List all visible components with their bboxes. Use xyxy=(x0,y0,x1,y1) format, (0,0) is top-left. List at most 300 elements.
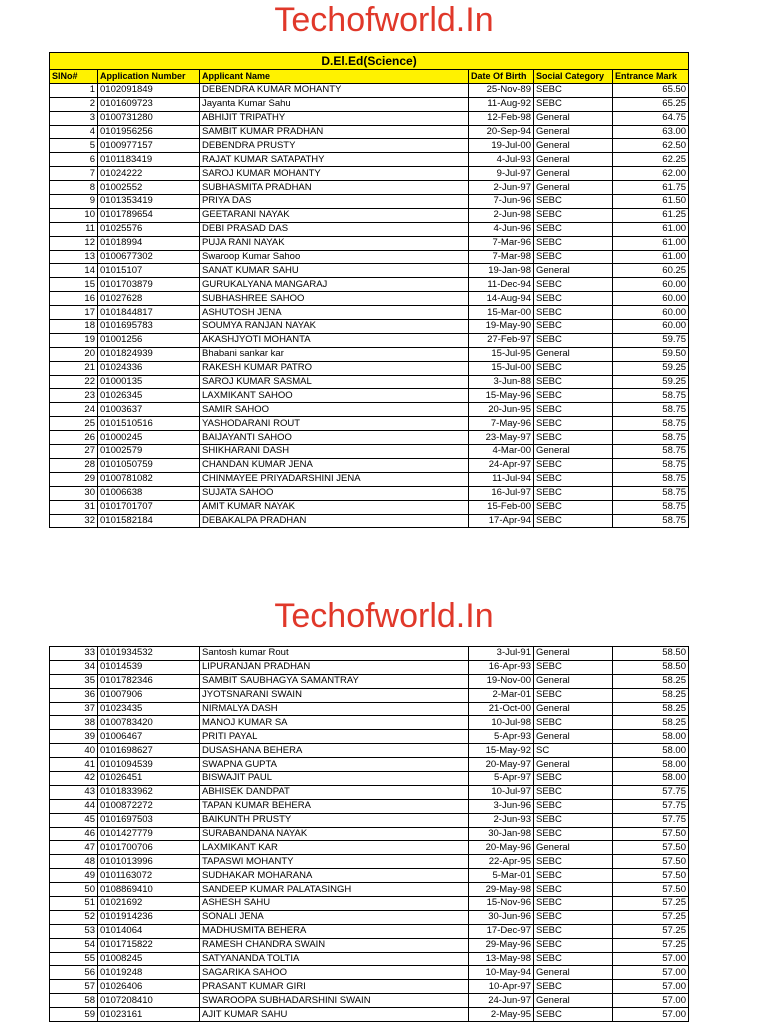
cell-applicant-name: LAXMIKANT SAHOO xyxy=(200,389,469,403)
table-row xyxy=(50,361,689,375)
column-header-date-of-birth: Date Of Birth xyxy=(469,70,534,84)
cell-social-category: SEBC xyxy=(534,403,613,417)
table-row xyxy=(50,966,689,980)
table-row xyxy=(50,994,689,1008)
cell-slno: 45 xyxy=(50,813,98,827)
cell-applicant-name: SHIKHARANI DASH xyxy=(200,445,469,459)
cell-slno: 16 xyxy=(50,292,98,306)
cell-applicant-name: ASHUTOSH JENA xyxy=(200,306,469,320)
cell-applicant-name: Santosh kumar Rout xyxy=(200,647,469,661)
table-row xyxy=(50,688,689,702)
cell-entrance-mark: 57.75 xyxy=(613,785,689,799)
cell-social-category: SEBC xyxy=(534,417,613,431)
cell-application-number: 01007906 xyxy=(98,688,200,702)
cell-entrance-mark: 62.50 xyxy=(613,139,689,153)
cell-applicant-name: BISWAJIT PAUL xyxy=(200,772,469,786)
table-row xyxy=(50,83,689,97)
cell-application-number: 01024222 xyxy=(98,167,200,181)
cell-social-category: SEBC xyxy=(534,292,613,306)
cell-date-of-birth: 15-Nov-96 xyxy=(469,897,534,911)
cell-applicant-name: ABHISEK DANDPAT xyxy=(200,785,469,799)
cell-date-of-birth: 10-Apr-97 xyxy=(469,980,534,994)
cell-applicant-name: SAMIR SAHOO xyxy=(200,403,469,417)
cell-date-of-birth: 7-Jun-96 xyxy=(469,195,534,209)
cell-date-of-birth: 17-Dec-97 xyxy=(469,924,534,938)
cell-slno: 32 xyxy=(50,514,98,528)
cell-applicant-name: GURUKALYANA MANGARAJ xyxy=(200,278,469,292)
cell-applicant-name: SATYANANDA TOLTIA xyxy=(200,952,469,966)
cell-application-number: 01008245 xyxy=(98,952,200,966)
cell-entrance-mark: 58.50 xyxy=(613,660,689,674)
cell-applicant-name: SUDHAKAR MOHARANA xyxy=(200,869,469,883)
cell-date-of-birth: 2-Jun-98 xyxy=(469,208,534,222)
cell-applicant-name: Bhabani sankar kar xyxy=(200,347,469,361)
cell-applicant-name: DEBAKALPA PRADHAN xyxy=(200,514,469,528)
cell-social-category: General xyxy=(534,841,613,855)
cell-slno: 19 xyxy=(50,333,98,347)
cell-date-of-birth: 7-Mar-96 xyxy=(469,236,534,250)
cell-application-number: 01027628 xyxy=(98,292,200,306)
cell-applicant-name: LAXMIKANT KAR xyxy=(200,841,469,855)
cell-date-of-birth: 12-Feb-98 xyxy=(469,111,534,125)
cell-applicant-name: SURABANDANA NAYAK xyxy=(200,827,469,841)
cell-date-of-birth: 19-Jan-98 xyxy=(469,264,534,278)
cell-applicant-name: TAPAN KUMAR BEHERA xyxy=(200,799,469,813)
table-row xyxy=(50,250,689,264)
cell-slno: 37 xyxy=(50,702,98,716)
table-row xyxy=(50,264,689,278)
cell-slno: 30 xyxy=(50,486,98,500)
cell-slno: 11 xyxy=(50,222,98,236)
table-row xyxy=(50,785,689,799)
cell-slno: 47 xyxy=(50,841,98,855)
cell-applicant-name: SAMBIT SAUBHAGYA SAMANTRAY xyxy=(200,674,469,688)
cell-date-of-birth: 5-Mar-01 xyxy=(469,869,534,883)
cell-social-category: SEBC xyxy=(534,897,613,911)
cell-date-of-birth: 20-May-96 xyxy=(469,841,534,855)
cell-application-number: 01002579 xyxy=(98,445,200,459)
merit-list-table-page-2 xyxy=(49,646,689,1022)
table-row xyxy=(50,306,689,320)
table-row xyxy=(50,716,689,730)
cell-social-category: SEBC xyxy=(534,952,613,966)
cell-applicant-name: SANAT KUMAR SAHU xyxy=(200,264,469,278)
cell-social-category: SEBC xyxy=(534,716,613,730)
table-row xyxy=(50,472,689,486)
column-header-application-number: Application Number xyxy=(98,70,200,84)
cell-entrance-mark: 57.50 xyxy=(613,869,689,883)
cell-entrance-mark: 61.00 xyxy=(613,250,689,264)
cell-slno: 22 xyxy=(50,375,98,389)
cell-date-of-birth: 15-Feb-00 xyxy=(469,500,534,514)
cell-social-category: General xyxy=(534,139,613,153)
cell-date-of-birth: 3-Jul-91 xyxy=(469,647,534,661)
cell-date-of-birth: 2-Jun-97 xyxy=(469,181,534,195)
cell-slno: 36 xyxy=(50,688,98,702)
cell-social-category: SEBC xyxy=(534,472,613,486)
cell-social-category: General xyxy=(534,674,613,688)
table-row xyxy=(50,841,689,855)
cell-date-of-birth: 15-May-92 xyxy=(469,744,534,758)
cell-social-category: SEBC xyxy=(534,514,613,528)
cell-slno: 51 xyxy=(50,897,98,911)
cell-slno: 17 xyxy=(50,306,98,320)
cell-entrance-mark: 61.75 xyxy=(613,181,689,195)
table-row xyxy=(50,458,689,472)
cell-application-number: 0100977157 xyxy=(98,139,200,153)
cell-applicant-name: SWAROOPA SUBHADARSHINI SWAIN xyxy=(200,994,469,1008)
cell-application-number: 01025576 xyxy=(98,222,200,236)
cell-social-category: General xyxy=(534,181,613,195)
cell-social-category: General xyxy=(534,994,613,1008)
table-row xyxy=(50,445,689,459)
cell-social-category: SEBC xyxy=(534,772,613,786)
cell-application-number: 0101934532 xyxy=(98,647,200,661)
column-header-entrance-mark: Entrance Mark xyxy=(613,70,689,84)
cell-date-of-birth: 9-Jul-97 xyxy=(469,167,534,181)
cell-entrance-mark: 57.75 xyxy=(613,813,689,827)
cell-date-of-birth: 3-Jun-96 xyxy=(469,799,534,813)
cell-slno: 35 xyxy=(50,674,98,688)
cell-application-number: 01000135 xyxy=(98,375,200,389)
cell-entrance-mark: 58.00 xyxy=(613,730,689,744)
cell-date-of-birth: 2-Mar-01 xyxy=(469,688,534,702)
cell-application-number: 01003637 xyxy=(98,403,200,417)
cell-slno: 43 xyxy=(50,785,98,799)
table-row xyxy=(50,924,689,938)
table-row xyxy=(50,952,689,966)
cell-applicant-name: YASHODARANI ROUT xyxy=(200,417,469,431)
cell-date-of-birth: 5-Apr-93 xyxy=(469,730,534,744)
cell-applicant-name: RAJAT KUMAR SATAPATHY xyxy=(200,153,469,167)
cell-application-number: 0101353419 xyxy=(98,195,200,209)
cell-slno: 15 xyxy=(50,278,98,292)
cell-application-number: 0101427779 xyxy=(98,827,200,841)
cell-social-category: General xyxy=(534,647,613,661)
cell-entrance-mark: 61.00 xyxy=(613,236,689,250)
cell-date-of-birth: 2-May-95 xyxy=(469,1008,534,1022)
cell-date-of-birth: 15-May-96 xyxy=(469,389,534,403)
cell-slno: 44 xyxy=(50,799,98,813)
cell-date-of-birth: 30-Jan-98 xyxy=(469,827,534,841)
cell-entrance-mark: 58.00 xyxy=(613,758,689,772)
cell-applicant-name: JYOTSNARANI SWAIN xyxy=(200,688,469,702)
cell-application-number: 01014064 xyxy=(98,924,200,938)
cell-application-number: 01024336 xyxy=(98,361,200,375)
column-header-applicant-name: Applicant Name xyxy=(200,70,469,84)
cell-slno: 9 xyxy=(50,195,98,209)
cell-application-number: 0101700706 xyxy=(98,841,200,855)
cell-date-of-birth: 15-Jul-95 xyxy=(469,347,534,361)
table-row xyxy=(50,486,689,500)
cell-application-number: 01000245 xyxy=(98,431,200,445)
cell-entrance-mark: 58.00 xyxy=(613,772,689,786)
table-row xyxy=(50,730,689,744)
cell-application-number: 01015107 xyxy=(98,264,200,278)
cell-social-category: SEBC xyxy=(534,431,613,445)
cell-entrance-mark: 59.25 xyxy=(613,361,689,375)
cell-application-number: 0101698627 xyxy=(98,744,200,758)
cell-social-category: SEBC xyxy=(534,306,613,320)
cell-social-category: SEBC xyxy=(534,855,613,869)
cell-social-category: SEBC xyxy=(534,250,613,264)
cell-applicant-name: AJIT KUMAR SAHU xyxy=(200,1008,469,1022)
cell-date-of-birth: 4-Jul-93 xyxy=(469,153,534,167)
cell-application-number: 0101956256 xyxy=(98,125,200,139)
cell-date-of-birth: 27-Feb-97 xyxy=(469,333,534,347)
cell-slno: 3 xyxy=(50,111,98,125)
cell-entrance-mark: 57.25 xyxy=(613,910,689,924)
table-row xyxy=(50,500,689,514)
cell-social-category: SEBC xyxy=(534,799,613,813)
cell-date-of-birth: 4-Mar-00 xyxy=(469,445,534,459)
cell-entrance-mark: 57.25 xyxy=(613,897,689,911)
table-row xyxy=(50,744,689,758)
site-title-top: Techofworld.In xyxy=(274,1,494,39)
cell-entrance-mark: 59.50 xyxy=(613,347,689,361)
cell-date-of-birth: 11-Aug-92 xyxy=(469,97,534,111)
cell-applicant-name: SAMBIT KUMAR PRADHAN xyxy=(200,125,469,139)
cell-entrance-mark: 65.25 xyxy=(613,97,689,111)
table-row xyxy=(50,980,689,994)
cell-date-of-birth: 15-Jul-00 xyxy=(469,361,534,375)
cell-applicant-name: PRITI PAYAL xyxy=(200,730,469,744)
table-row xyxy=(50,125,689,139)
cell-social-category: General xyxy=(534,167,613,181)
cell-entrance-mark: 57.75 xyxy=(613,799,689,813)
cell-slno: 6 xyxy=(50,153,98,167)
cell-date-of-birth: 19-Jul-00 xyxy=(469,139,534,153)
cell-entrance-mark: 57.00 xyxy=(613,1008,689,1022)
cell-date-of-birth: 10-Jul-98 xyxy=(469,716,534,730)
cell-slno: 59 xyxy=(50,1008,98,1022)
cell-entrance-mark: 57.00 xyxy=(613,980,689,994)
cell-slno: 52 xyxy=(50,910,98,924)
cell-application-number: 0100677302 xyxy=(98,250,200,264)
cell-social-category: SEBC xyxy=(534,458,613,472)
cell-social-category: SEBC xyxy=(534,97,613,111)
cell-applicant-name: BAIJAYANTI SAHOO xyxy=(200,431,469,445)
cell-social-category: SEBC xyxy=(534,1008,613,1022)
cell-social-category: SEBC xyxy=(534,389,613,403)
cell-date-of-birth: 22-Apr-95 xyxy=(469,855,534,869)
table-row xyxy=(50,389,689,403)
cell-social-category: General xyxy=(534,702,613,716)
cell-application-number: 0101844817 xyxy=(98,306,200,320)
cell-entrance-mark: 59.75 xyxy=(613,333,689,347)
cell-social-category: SEBC xyxy=(534,361,613,375)
cell-application-number: 0101609723 xyxy=(98,97,200,111)
cell-date-of-birth: 15-Mar-00 xyxy=(469,306,534,320)
cell-slno: 40 xyxy=(50,744,98,758)
cell-entrance-mark: 57.50 xyxy=(613,855,689,869)
cell-social-category: SEBC xyxy=(534,827,613,841)
cell-applicant-name: RAMESH CHANDRA SWAIN xyxy=(200,938,469,952)
table-row xyxy=(50,236,689,250)
cell-application-number: 01026406 xyxy=(98,980,200,994)
cell-slno: 56 xyxy=(50,966,98,980)
table-row xyxy=(50,195,689,209)
cell-social-category: General xyxy=(534,758,613,772)
cell-application-number: 01002552 xyxy=(98,181,200,195)
cell-entrance-mark: 59.25 xyxy=(613,375,689,389)
cell-entrance-mark: 65.50 xyxy=(613,83,689,97)
table-row xyxy=(50,883,689,897)
cell-date-of-birth: 25-Nov-89 xyxy=(469,83,534,97)
cell-application-number: 01026451 xyxy=(98,772,200,786)
cell-application-number: 01019248 xyxy=(98,966,200,980)
table-row xyxy=(50,417,689,431)
table-row xyxy=(50,292,689,306)
cell-slno: 42 xyxy=(50,772,98,786)
table-row xyxy=(50,647,689,661)
cell-social-category: SEBC xyxy=(534,278,613,292)
cell-date-of-birth: 16-Apr-93 xyxy=(469,660,534,674)
table-row xyxy=(50,403,689,417)
table-row xyxy=(50,153,689,167)
cell-social-category: SEBC xyxy=(534,208,613,222)
cell-date-of-birth: 16-Jul-97 xyxy=(469,486,534,500)
cell-social-category: SEBC xyxy=(534,486,613,500)
cell-applicant-name: SWAPNA GUPTA xyxy=(200,758,469,772)
cell-social-category: SEBC xyxy=(534,222,613,236)
cell-entrance-mark: 58.75 xyxy=(613,445,689,459)
cell-entrance-mark: 58.75 xyxy=(613,431,689,445)
cell-slno: 48 xyxy=(50,855,98,869)
cell-date-of-birth: 10-Jul-97 xyxy=(469,785,534,799)
cell-application-number: 0100781082 xyxy=(98,472,200,486)
cell-slno: 20 xyxy=(50,347,98,361)
cell-application-number: 0101510516 xyxy=(98,417,200,431)
cell-entrance-mark: 57.50 xyxy=(613,841,689,855)
cell-applicant-name: MADHUSMITA BEHERA xyxy=(200,924,469,938)
cell-slno: 14 xyxy=(50,264,98,278)
cell-date-of-birth: 24-Jun-97 xyxy=(469,994,534,1008)
cell-slno: 53 xyxy=(50,924,98,938)
cell-entrance-mark: 57.25 xyxy=(613,938,689,952)
cell-slno: 58 xyxy=(50,994,98,1008)
table-row xyxy=(50,208,689,222)
cell-application-number: 0107208410 xyxy=(98,994,200,1008)
cell-date-of-birth: 2-Jun-93 xyxy=(469,813,534,827)
cell-entrance-mark: 57.00 xyxy=(613,966,689,980)
cell-application-number: 01006467 xyxy=(98,730,200,744)
cell-slno: 24 xyxy=(50,403,98,417)
cell-applicant-name: SUBHASMITA PRADHAN xyxy=(200,181,469,195)
cell-entrance-mark: 58.75 xyxy=(613,486,689,500)
cell-applicant-name: PRIYA DAS xyxy=(200,195,469,209)
cell-slno: 34 xyxy=(50,660,98,674)
table-row xyxy=(50,660,689,674)
table-row xyxy=(50,139,689,153)
table-row xyxy=(50,910,689,924)
cell-applicant-name: DEBI PRASAD DAS xyxy=(200,222,469,236)
cell-entrance-mark: 58.25 xyxy=(613,688,689,702)
cell-date-of-birth: 3-Jun-88 xyxy=(469,375,534,389)
cell-slno: 49 xyxy=(50,869,98,883)
cell-slno: 18 xyxy=(50,320,98,334)
cell-entrance-mark: 57.25 xyxy=(613,924,689,938)
cell-application-number: 0101582184 xyxy=(98,514,200,528)
cell-social-category: SEBC xyxy=(534,83,613,97)
cell-slno: 28 xyxy=(50,458,98,472)
cell-date-of-birth: 30-Jun-96 xyxy=(469,910,534,924)
cell-entrance-mark: 64.75 xyxy=(613,111,689,125)
cell-slno: 41 xyxy=(50,758,98,772)
cell-slno: 7 xyxy=(50,167,98,181)
cell-application-number: 0101701707 xyxy=(98,500,200,514)
cell-slno: 23 xyxy=(50,389,98,403)
cell-applicant-name: ASHESH SAHU xyxy=(200,897,469,911)
cell-date-of-birth: 11-Dec-94 xyxy=(469,278,534,292)
cell-date-of-birth: 29-May-96 xyxy=(469,938,534,952)
cell-application-number: 0101050759 xyxy=(98,458,200,472)
table-row xyxy=(50,375,689,389)
cell-social-category: SEBC xyxy=(534,333,613,347)
table-row xyxy=(50,799,689,813)
cell-slno: 4 xyxy=(50,125,98,139)
cell-entrance-mark: 61.00 xyxy=(613,222,689,236)
cell-application-number: 01023161 xyxy=(98,1008,200,1022)
cell-entrance-mark: 57.00 xyxy=(613,994,689,1008)
cell-applicant-name: SAGARIKA SAHOO xyxy=(200,966,469,980)
cell-application-number: 0101697503 xyxy=(98,813,200,827)
cell-applicant-name: DEBENDRA PRUSTY xyxy=(200,139,469,153)
cell-slno: 12 xyxy=(50,236,98,250)
column-header-slno: SlNo# xyxy=(50,70,98,84)
cell-applicant-name: BAIKUNTH PRUSTY xyxy=(200,813,469,827)
cell-applicant-name: SOUMYA RANJAN NAYAK xyxy=(200,320,469,334)
cell-social-category: General xyxy=(534,347,613,361)
cell-applicant-name: SONALI JENA xyxy=(200,910,469,924)
cell-application-number: 0100783420 xyxy=(98,716,200,730)
cell-application-number: 0101013996 xyxy=(98,855,200,869)
cell-social-category: SEBC xyxy=(534,938,613,952)
cell-entrance-mark: 60.00 xyxy=(613,320,689,334)
cell-applicant-name: LIPURANJAN PRADHAN xyxy=(200,660,469,674)
cell-slno: 54 xyxy=(50,938,98,952)
cell-entrance-mark: 61.25 xyxy=(613,208,689,222)
cell-date-of-birth: 7-Mar-98 xyxy=(469,250,534,264)
cell-date-of-birth: 23-May-97 xyxy=(469,431,534,445)
cell-entrance-mark: 57.50 xyxy=(613,827,689,841)
cell-slno: 13 xyxy=(50,250,98,264)
cell-applicant-name: PRASANT KUMAR GIRI xyxy=(200,980,469,994)
cell-applicant-name: TAPASWI MOHANTY xyxy=(200,855,469,869)
cell-applicant-name: Swaroop Kumar Sahoo xyxy=(200,250,469,264)
cell-application-number: 01026345 xyxy=(98,389,200,403)
table-caption-row xyxy=(50,53,689,70)
cell-application-number: 0101715822 xyxy=(98,938,200,952)
cell-applicant-name: AKASHJYOTI MOHANTA xyxy=(200,333,469,347)
cell-date-of-birth: 20-May-97 xyxy=(469,758,534,772)
cell-applicant-name: DUSASHANA BEHERA xyxy=(200,744,469,758)
cell-entrance-mark: 58.75 xyxy=(613,514,689,528)
cell-date-of-birth: 29-May-98 xyxy=(469,883,534,897)
cell-social-category: SEBC xyxy=(534,375,613,389)
cell-date-of-birth: 20-Sep-94 xyxy=(469,125,534,139)
cell-social-category: SEBC xyxy=(534,883,613,897)
cell-application-number: 0101789654 xyxy=(98,208,200,222)
cell-slno: 27 xyxy=(50,445,98,459)
cell-date-of-birth: 11-Jul-94 xyxy=(469,472,534,486)
cell-application-number: 0101183419 xyxy=(98,153,200,167)
table-row xyxy=(50,431,689,445)
cell-social-category: General xyxy=(534,153,613,167)
table-row xyxy=(50,827,689,841)
cell-application-number: 0102091849 xyxy=(98,83,200,97)
cell-social-category: General xyxy=(534,125,613,139)
